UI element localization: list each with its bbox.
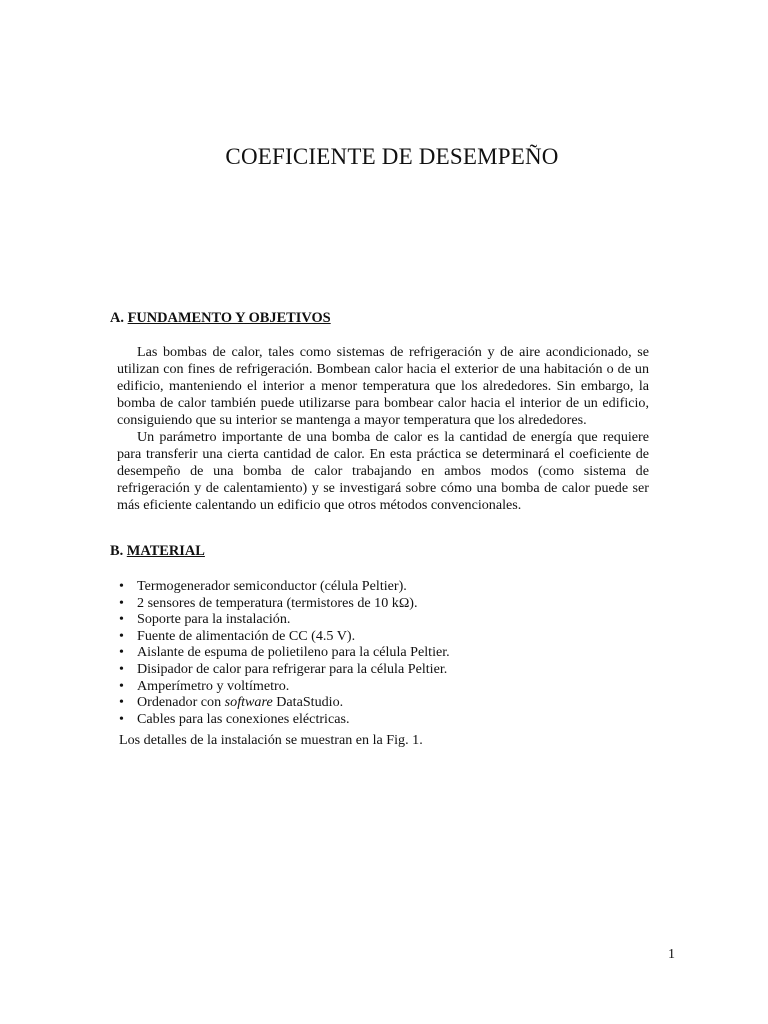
- section-a-body: [117, 344, 649, 514]
- software-item-after: DataStudio.: [272, 694, 344, 711]
- list-item: • Aislante de espuma de polietileno para la célula Peltier.: [117, 644, 450, 661]
- list-item: • Fuente de alimentación de CC (4.5 V).: [117, 628, 450, 645]
- section-a-paragraph-2: Un parámetro importante de una bomba de calor es la cantidad de energía que requiere para transferir una cierta cantidad de calor. En esta práctica se determinará el coeficiente de desempeño de una bomba de calor trabajando en ambos modos (como sistema de refrigeración y de calentamiento) y se investigará sobre cómo una bomba de calor puede ser más eficiente calentando un edificio que otros métodos convencionales.: [117, 429, 649, 513]
- section-a-prefix: A.: [110, 310, 128, 326]
- materials-list: [117, 578, 450, 727]
- section-a-heading: [110, 310, 331, 327]
- software-item-emphasis: software: [224, 694, 273, 711]
- section-b-heading: [110, 543, 205, 560]
- list-item: • Cables para las conexiones eléctricas.: [117, 711, 450, 728]
- section-b-prefix: B.: [110, 543, 127, 559]
- section-a-paragraph-1: Las bombas de calor, tales como sistemas de refrigeración y de aire acondicionado, se utilizan con fines de refrigeración. Bombean calor hacia el exterior de una habitación o de un edificio, manteniendo el interior a menor temperatura que los alrededores. Sin embargo, la bomba de calor también puede utilizarse para bombear calor hacia el interior de un edificio, consiguiendo que su interior se mantenga a mayor temperatura que los alrededores.: [117, 344, 649, 428]
- page-title: COEFICIENTE DE DESEMPEÑO: [225, 144, 559, 169]
- section-a-title: FUNDAMENTO Y OBJETIVOS: [127, 310, 331, 326]
- installation-note: Los detalles de la instalación se muestran en la Fig. 1.: [119, 732, 423, 748]
- list-item: • Disipador de calor para refrigerar para la célula Peltier.: [117, 661, 450, 678]
- list-item-software: [117, 694, 450, 711]
- software-item-before: Ordenador con: [137, 694, 225, 711]
- list-item: • Termogenerador semiconductor (célula Peltier).: [117, 578, 450, 595]
- section-b-title: MATERIAL: [126, 543, 205, 559]
- page-number: 1: [668, 947, 675, 962]
- list-item: • Soporte para la instalación.: [117, 611, 450, 628]
- list-item: • Amperímetro y voltímetro.: [117, 678, 450, 695]
- list-item: • 2 sensores de temperatura (termistores de 10 kΩ).: [117, 595, 450, 612]
